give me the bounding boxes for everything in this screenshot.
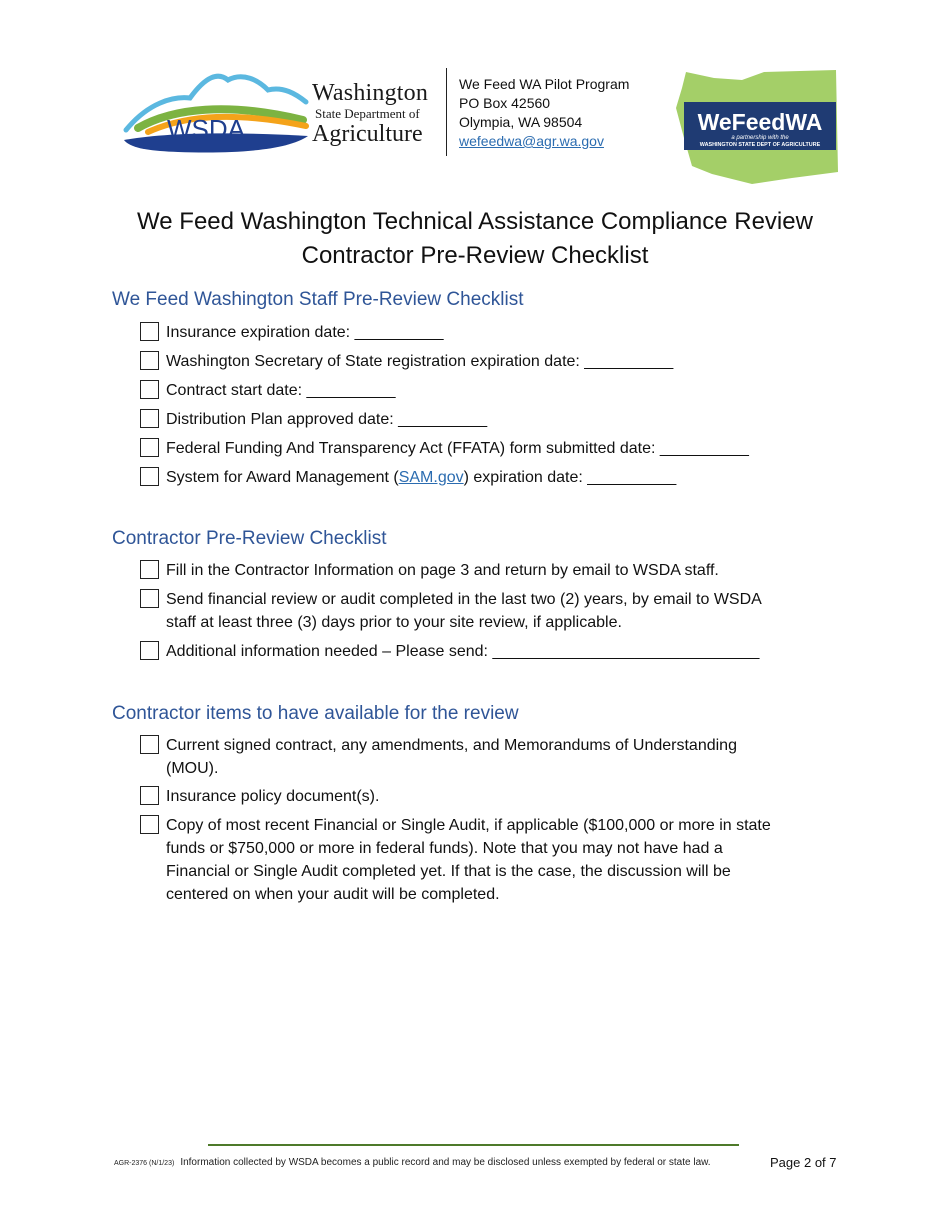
wefeedwa-brand: WeFeedWA: [697, 109, 823, 135]
page-number: Page 2 of 7: [770, 1155, 837, 1170]
wsda-name-line3: Agriculture: [312, 121, 423, 147]
checkbox[interactable]: [140, 409, 159, 428]
checklist-item: [140, 466, 676, 489]
title-line2: Contractor Pre-Review Checklist: [301, 242, 649, 269]
form-number: AGR-2376 (N/1/23): [114, 1160, 175, 1167]
checklist-item-line: Copy of most recent Financial or Single Audit, if applicable ($100,000 or more in state: [166, 817, 771, 834]
checkbox[interactable]: [140, 467, 159, 486]
checklist-item-line: centered on when your audit will be completed.: [166, 886, 500, 903]
footer-divider: [208, 1144, 739, 1146]
checklist-item: [140, 734, 737, 780]
checklist-item-label: Fill in the Contractor Information on page 3 and return by email to WSDA staff.: [166, 562, 719, 579]
address-line1: We Feed WA Pilot Program: [459, 76, 630, 92]
checkbox[interactable]: [140, 322, 159, 341]
checkbox[interactable]: [140, 786, 159, 805]
checklist-item-label: [166, 466, 676, 489]
section-heading-review-items: Contractor items to have available for the review: [112, 703, 519, 724]
checklist-item: [140, 640, 759, 663]
checklist-item: [140, 814, 771, 906]
checklist-item-label: [166, 588, 762, 634]
checkbox[interactable]: [140, 641, 159, 660]
checklist-item-line: funds or $750,000 or more in federal funds). Note that you may not have had a: [166, 840, 723, 857]
checklist-item-label: Federal Funding And Transparency Act (FFATA) form submitted date: __________: [166, 440, 749, 457]
checklist-item-label: Contract start date: __________: [166, 382, 396, 399]
address-line2: PO Box 42560: [459, 95, 551, 111]
contact-email-link[interactable]: wefeedwa@agr.wa.gov: [459, 133, 604, 149]
checklist-item-line: (MOU).: [166, 760, 219, 777]
section-heading-contractor-checklist: Contractor Pre-Review Checklist: [112, 528, 387, 549]
checkbox[interactable]: [140, 589, 159, 608]
checkbox[interactable]: [140, 351, 159, 370]
checkbox[interactable]: [140, 815, 159, 834]
checklist-item: [140, 437, 749, 460]
checklist-item-line: Current signed contract, any amendments, and Memorandums of Understanding: [166, 737, 737, 754]
checkbox[interactable]: [140, 735, 159, 754]
sam-gov-link[interactable]: SAM.gov: [398, 469, 464, 486]
page-header: [0, 0, 950, 190]
section-heading-staff-checklist: We Feed Washington Staff Pre-Review Checklist: [112, 289, 524, 310]
document-title: [0, 205, 950, 273]
checklist-item: [140, 559, 719, 582]
checklist-item-label: Insurance expiration date: __________: [166, 324, 444, 341]
checklist-item: [140, 321, 444, 344]
contact-address: [459, 75, 629, 151]
checklist-item-line: Send financial review or audit completed in the last two (2) years, by email to WSDA: [166, 591, 762, 608]
checklist-item-label: [166, 814, 771, 906]
wsda-wordmark: [312, 80, 442, 146]
checkbox[interactable]: [140, 438, 159, 457]
checklist-item: [140, 785, 379, 808]
public-record-notice: Information collected by WSDA becomes a public record and may be disclosed unless exempted by federal or state law.: [180, 1157, 711, 1168]
wsda-name-line1: Washington: [312, 80, 429, 106]
sam-label-suffix: ) expiration date: __________: [463, 469, 677, 486]
footer-notice: [114, 1157, 711, 1168]
checklist-item: [140, 408, 487, 431]
wefeedwa-tagline1: a partnership with the: [731, 135, 789, 141]
wefeedwa-tagline2: WASHINGTON STATE DEPT OF AGRICULTURE: [699, 142, 821, 148]
sam-label-prefix: System for Award Management (: [166, 469, 399, 486]
checklist-item-label: [166, 734, 737, 780]
wsda-logo: [118, 68, 318, 158]
checklist-item: [140, 379, 396, 402]
header-divider: [446, 68, 447, 156]
checklist-item: [140, 350, 673, 373]
checklist-item-line: staff at least three (3) days prior to your site review, if applicable.: [166, 614, 622, 631]
checklist-item-label: Distribution Plan approved date: __________: [166, 411, 488, 428]
checklist-item-label: Additional information needed – Please send: ______________________________: [166, 643, 760, 660]
wsda-name-line2: State Department of: [315, 106, 420, 121]
wefeedwa-logo: [672, 68, 840, 186]
wsda-badge-text: WSDA: [167, 114, 245, 144]
checklist-item-label: Insurance policy document(s).: [166, 788, 380, 805]
checkbox[interactable]: [140, 380, 159, 399]
checklist-item: [140, 588, 762, 634]
checkbox[interactable]: [140, 560, 159, 579]
address-line3: Olympia, WA 98504: [459, 114, 583, 130]
checklist-item-line: Financial or Single Audit completed yet. If that is the case, the discussion will be: [166, 863, 731, 880]
title-line1: We Feed Washington Technical Assistance Compliance Review: [137, 208, 813, 235]
checklist-item-label: Washington Secretary of State registration expiration date: __________: [166, 353, 674, 370]
